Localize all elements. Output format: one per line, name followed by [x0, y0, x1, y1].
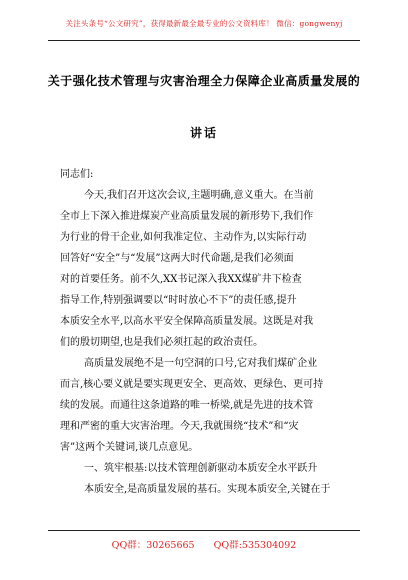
body-line: 理和严密的重大灾害治理。今天,我就围绕“技术”和“灾	[60, 421, 299, 432]
body-line: 本质安全,是高质量发展的基石。实现本质安全,关键在于	[84, 484, 331, 495]
body-line: 为行业的骨干企业,如何我准定位、主动作为,以实际行动	[60, 232, 307, 243]
document-subtitle: 讲话	[189, 126, 218, 140]
header-divider	[48, 40, 360, 41]
body-line: 对的首要任务。前不久,XX书记深入我XX煤矿井下检查	[60, 274, 302, 285]
body-line: 今天,我们召开这次会议,主题明确,意义重大。在当前	[84, 190, 314, 201]
document-title: 关于强化技术管理与灾害治理全力保障企业高质量发展的	[47, 74, 361, 88]
section-heading: 一、筑牢根基:以技术管理创新驱动本质安全水平跃升	[84, 463, 318, 474]
body-line: 害”这两个关键词,谈几点意见。	[60, 442, 199, 453]
footer-divider	[48, 530, 360, 531]
header-promo-note: 关注头条号“公文研究”，获得最新最全最专业的公文资料库！ 微信：gongwenyj	[65, 19, 343, 28]
footer-contact	[0, 537, 408, 551]
body-line: 高质量发展绝不是一句空洞的口号,它对我们煤矿企业	[84, 358, 318, 369]
body-line: 而言,核心要义就是要实现更安全、更高效、更绿色、更可持	[60, 379, 324, 390]
body-line: 续的发展。而通往这条道路的唯一桥梁,就是先进的技术管	[60, 400, 314, 411]
body-line: 回答好“安全”与“发展”这两大时代命题,是我们必须面	[60, 253, 294, 264]
body-line: 全市上下深入推进煤炭产业高质量发展的新形势下,我们作	[60, 211, 314, 222]
footer-qq-group-1: QQ群：30265665	[111, 540, 195, 551]
body-line: 指导工作,特别强调要以“时时放心不下”的责任感,提升	[60, 295, 297, 306]
greeting: 同志们:	[60, 169, 94, 180]
document-body	[60, 164, 352, 500]
footer-qq-group-2: QQ群:535304092	[213, 540, 297, 551]
body-line: 本质安全水平,以高水平安全保障高质量发展。这既是对我	[60, 316, 314, 327]
body-line: 们的殷切期望,也是我们必须扛起的政治责任。	[60, 337, 264, 348]
